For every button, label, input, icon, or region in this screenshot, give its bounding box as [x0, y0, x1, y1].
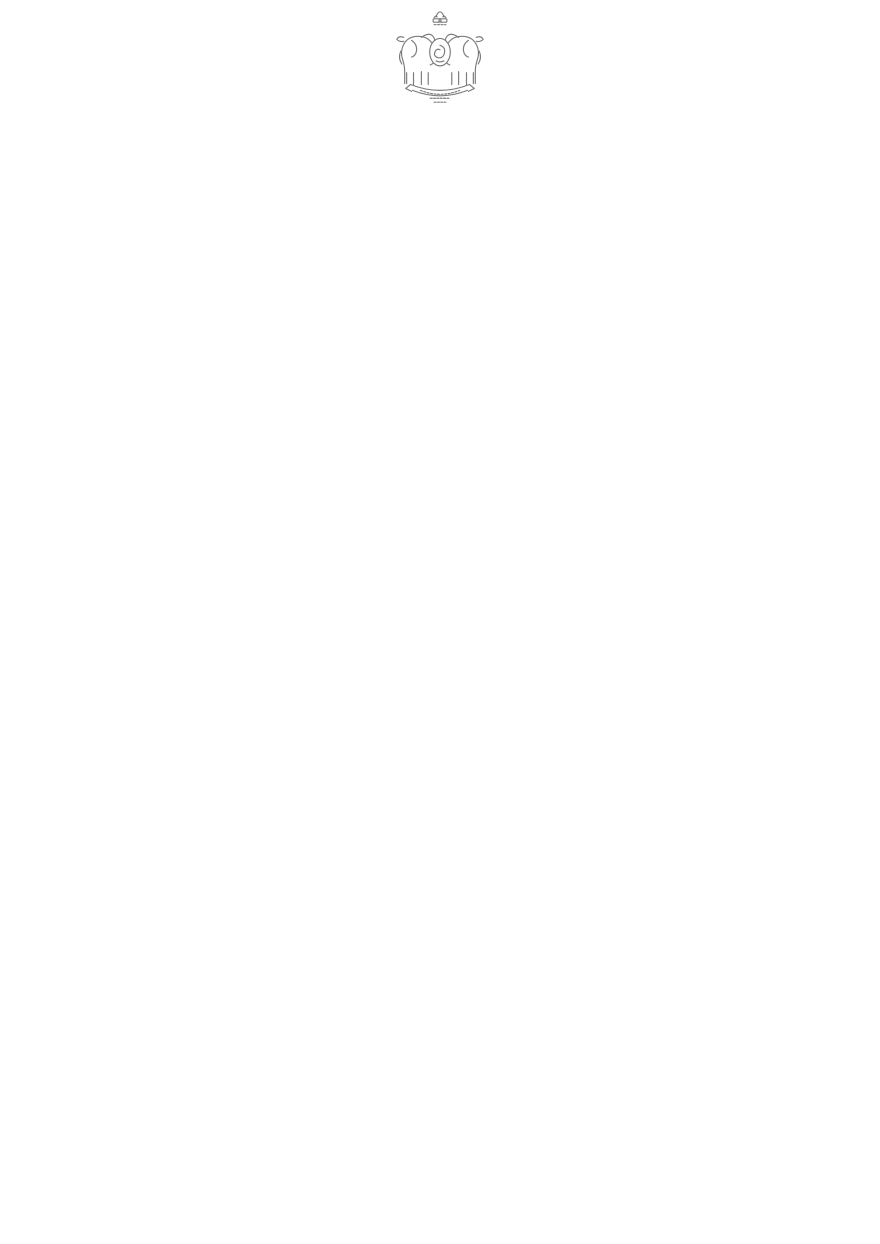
contact-row-1	[0, 150, 880, 172]
ending-numbers-heading	[0, 220, 880, 259]
kerala-government-emblem-icon	[390, 8, 490, 110]
page-footer	[0, 1206, 880, 1224]
contact-row-2	[0, 172, 880, 194]
contact-block	[0, 150, 880, 194]
results-body	[0, 220, 880, 259]
